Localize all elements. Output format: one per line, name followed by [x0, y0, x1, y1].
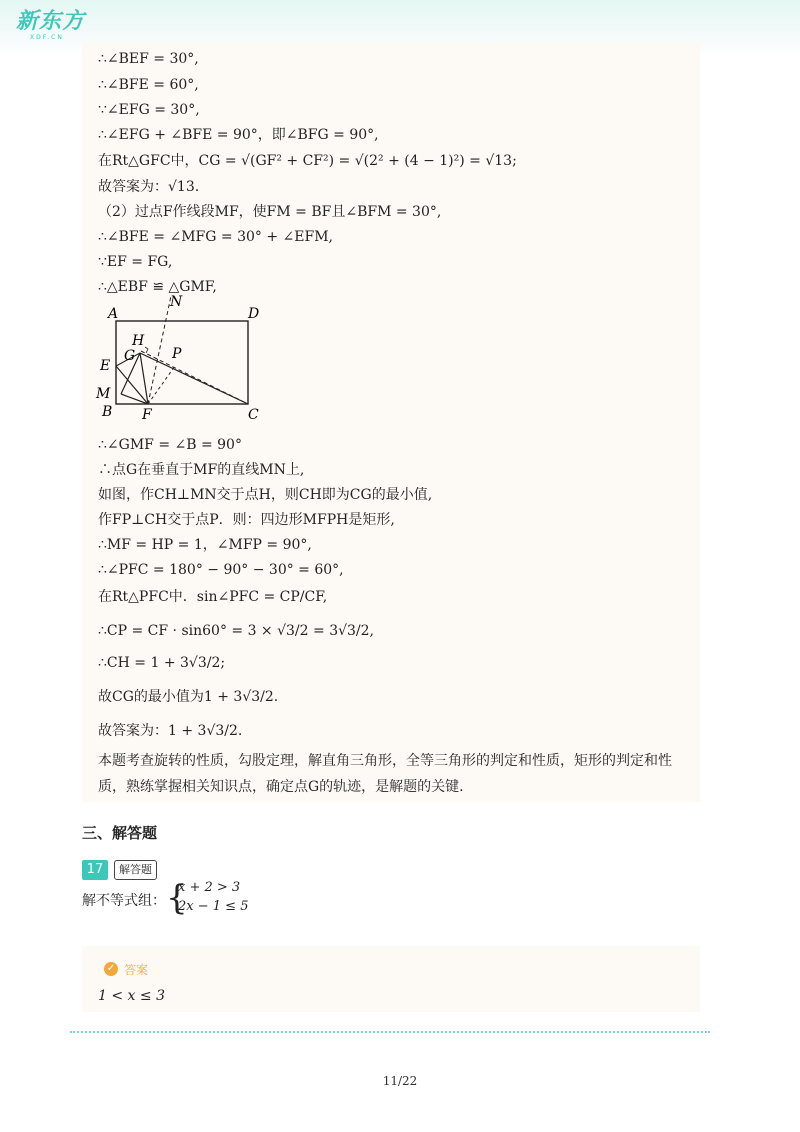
logo-subtext: XDF.CN — [30, 34, 64, 41]
answer-value: 1 < x ≤ 3 — [98, 988, 165, 1004]
line-fp — [148, 366, 175, 404]
label-a: A — [108, 306, 119, 322]
logo-text: 新东方 — [16, 9, 86, 34]
label-e: E — [100, 358, 111, 374]
solution-line: 故CG的最小值为1 + 3√3/2. — [98, 689, 279, 705]
question-text: 解不等式组： — [82, 893, 166, 909]
solution-line: ∵∠EFG = 30°, — [98, 102, 200, 118]
system-brace: { — [166, 878, 188, 918]
geometry-figure — [92, 292, 282, 427]
check-circle-icon: ✓ — [104, 962, 118, 976]
solution-line: ∴△EBF ≌ △GMF, — [98, 279, 217, 295]
label-g: G — [124, 348, 136, 364]
label-h: H — [132, 333, 145, 349]
divider — [70, 1031, 710, 1033]
solution-line: 如图，作CH⊥MN交于点H，则CH即为CG的最小值, — [98, 487, 433, 503]
solution-line: ∴∠BFE = ∠MFG = 30° + ∠EFM, — [98, 229, 333, 245]
question-type-tag: 解答题 — [114, 860, 157, 880]
solution-line: ∴点G在垂直于MF的直线MN上, — [98, 462, 305, 478]
inequality-2: 2x − 1 ≤ 5 — [178, 899, 249, 914]
line-gc — [140, 353, 248, 404]
solution-summary: 本题考查旋转的性质，勾股定理，解直角三角形，全等三角形的判定和性质，矩形的判定和性质，熟练掌握相关知识点，确定点G的轨迹，是解题的关键. — [98, 753, 672, 795]
solution-line: ∵EF = FG, — [98, 254, 173, 270]
solution-line: 在Rt△GFC中，CG = √(GF² + CF²) = √(2² + (4 − 1)²) = √13; — [98, 153, 517, 169]
question-number-badge: 17 — [82, 860, 108, 880]
xdf-logo — [16, 10, 85, 42]
solution-line: ∴∠BFE = 60°, — [98, 77, 199, 93]
label-m: M — [96, 386, 111, 402]
solution-line: 在Rt△PFC中．sin∠PFC = CP/CF, — [98, 589, 328, 605]
solution-line: ∴MF = HP = 1，∠MFP = 90°, — [98, 537, 312, 553]
label-c: C — [248, 407, 259, 423]
solution-line: ∴∠GMF = ∠B = 90° — [98, 437, 242, 453]
label-p: P — [172, 346, 182, 362]
solution-line: ∴CH = 1 + 3√3/2; — [98, 655, 226, 671]
label-b: B — [102, 404, 113, 420]
inequality-1: x + 2 > 3 — [178, 880, 241, 895]
page-number: 11/22 — [382, 1074, 418, 1088]
solution-line: 故答案为：√13. — [98, 179, 200, 195]
answer-label: 答案 — [124, 963, 149, 977]
solution-line: ∴CP = CF · sin60° = 3 × √3/2 = 3√3/2, — [98, 623, 375, 639]
label-n: N — [170, 294, 183, 310]
solution-line: ∴∠BEF = 30°, — [98, 51, 199, 67]
solution-line: 故答案为：1 + 3√3/2. — [98, 723, 243, 739]
label-d: D — [248, 306, 260, 322]
solution-line: ∴∠PFC = 180° − 90° − 30° = 60°, — [98, 562, 344, 578]
label-f: F — [142, 407, 152, 423]
right-angle-h — [145, 347, 148, 353]
answer-panel — [82, 946, 700, 1012]
solution-line: （2）过点F作线段MF，使FM = BF且∠BFM = 30°, — [98, 204, 442, 220]
section-title: 三、解答题 — [82, 824, 158, 842]
solution-line: 作FP⊥CH交于点P．则：四边形MFPH是矩形, — [98, 512, 395, 528]
solution-line: ∴∠EFG + ∠BFE = 90°，即∠BFG = 90°, — [98, 127, 379, 143]
